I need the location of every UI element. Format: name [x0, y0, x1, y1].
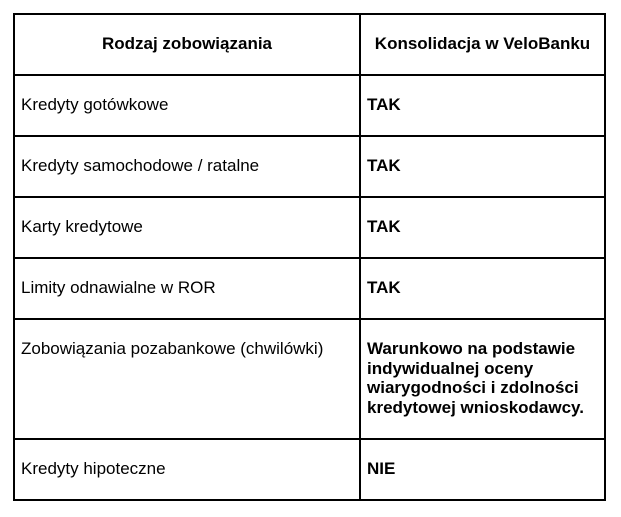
liability-type-cell: Karty kredytowe — [14, 197, 360, 258]
consolidation-value-cell: Warunkowo na podstawie indywidualnej oceny wiarygodności i zdolności kredytowej wnioskodawcy. — [360, 319, 605, 439]
table-row — [14, 75, 605, 136]
consolidation-value-cell: TAK — [360, 136, 605, 197]
liability-type-cell: Kredyty samochodowe / ratalne — [14, 136, 360, 197]
consolidation-value-cell: NIE — [360, 439, 605, 500]
column-header-consolidation: Konsolidacja w VeloBanku — [360, 14, 605, 75]
table-row — [14, 136, 605, 197]
liability-type-cell: Zobowiązania pozabankowe (chwilówki) — [14, 319, 360, 439]
consolidation-value-cell: TAK — [360, 75, 605, 136]
liability-type-cell: Kredyty hipoteczne — [14, 439, 360, 500]
liability-type-cell: Kredyty gotówkowe — [14, 75, 360, 136]
table-row — [14, 319, 605, 439]
table-row — [14, 439, 605, 500]
table-row — [14, 258, 605, 319]
consolidation-table — [13, 13, 606, 501]
table-header-row — [14, 14, 605, 75]
consolidation-value-cell: TAK — [360, 197, 605, 258]
column-header-liability-type: Rodzaj zobowiązania — [14, 14, 360, 75]
consolidation-value-cell: TAK — [360, 258, 605, 319]
table-row — [14, 197, 605, 258]
liability-type-cell: Limity odnawialne w ROR — [14, 258, 360, 319]
